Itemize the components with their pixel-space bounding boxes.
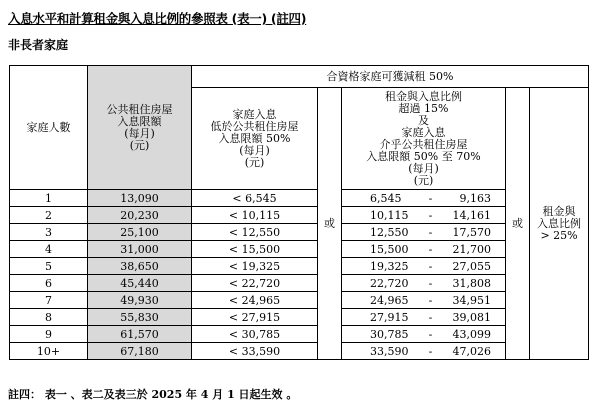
rent-ratio-line: 入息比例 xyxy=(537,216,582,230)
income-below-cell: < 12,550 xyxy=(192,224,318,241)
header-income-below-line: (每月) xyxy=(239,143,270,157)
header-income-limit-line: 入息限額 xyxy=(117,114,162,128)
income-range xyxy=(342,310,505,325)
header-income-limit-line: (元) xyxy=(129,138,150,152)
header-income-between xyxy=(342,88,506,190)
income-range-cell xyxy=(342,326,506,343)
income-range-from: 33,590 xyxy=(370,344,409,358)
header-income-between-line: 入息限額 50% 至 70% xyxy=(366,149,481,163)
income-range-cell xyxy=(342,309,506,326)
income-limit-cell: 20,230 xyxy=(88,207,192,224)
header-income-below-line: (元) xyxy=(244,155,265,169)
income-reference-table xyxy=(9,65,589,360)
header-income-between-line: 介乎公共租住房屋 xyxy=(379,137,468,151)
or-label-right: 或 xyxy=(506,88,530,360)
income-below-cell: < 22,720 xyxy=(192,275,318,292)
household-size-cell: 2 xyxy=(10,207,88,224)
income-range-to: 17,570 xyxy=(452,225,491,239)
range-dash: - xyxy=(428,293,433,307)
header-income-limit-line: (每月) xyxy=(124,126,155,140)
header-rent-reduction-group: 合資格家庭可獲減租 50% xyxy=(192,66,589,88)
table-row xyxy=(10,258,589,275)
income-below-cell: < 24,965 xyxy=(192,292,318,309)
income-range-cell xyxy=(342,190,506,207)
footnote: 註四： 表一 、表二及表三於 2025 年 4 月 1 日起生效 。 xyxy=(8,388,298,401)
income-range-from: 19,325 xyxy=(370,259,409,273)
income-below-cell: < 33,590 xyxy=(192,343,318,360)
household-size-cell: 3 xyxy=(10,224,88,241)
range-dash: - xyxy=(428,310,433,324)
income-range-from: 6,545 xyxy=(370,191,402,205)
income-below-cell: < 27,915 xyxy=(192,309,318,326)
range-dash: - xyxy=(428,259,433,273)
rent-ratio-line: > 25% xyxy=(540,228,578,242)
header-income-below-line: 低於公共租住房屋 xyxy=(210,119,299,133)
table-row xyxy=(10,326,589,343)
income-range-to: 47,026 xyxy=(452,344,491,358)
household-size-cell: 6 xyxy=(10,275,88,292)
table-row xyxy=(10,224,589,241)
income-range-to: 14,161 xyxy=(452,208,491,222)
income-limit-cell: 25,100 xyxy=(88,224,192,241)
income-range-cell xyxy=(342,241,506,258)
header-income-between-line: 超過 15% xyxy=(398,101,449,115)
income-limit-cell: 55,830 xyxy=(88,309,192,326)
income-range-from: 12,550 xyxy=(370,225,409,239)
income-range xyxy=(342,327,505,342)
income-range-from: 22,720 xyxy=(370,276,409,290)
income-range-from: 10,115 xyxy=(370,208,409,222)
income-limit-cell: 49,930 xyxy=(88,292,192,309)
income-range xyxy=(342,259,505,274)
household-size-cell: 4 xyxy=(10,241,88,258)
income-limit-cell: 38,650 xyxy=(88,258,192,275)
income-range-cell xyxy=(342,224,506,241)
income-limit-cell: 45,440 xyxy=(88,275,192,292)
income-range-to: 39,081 xyxy=(452,310,491,324)
income-range xyxy=(342,276,505,291)
range-dash: - xyxy=(428,191,433,205)
range-dash: - xyxy=(428,225,433,239)
income-below-cell: < 19,325 xyxy=(192,258,318,275)
income-range xyxy=(342,293,505,308)
header-income-between-line: (每月) xyxy=(408,161,439,175)
income-limit-cell: 61,570 xyxy=(88,326,192,343)
table-row xyxy=(10,309,589,326)
household-size-cell: 5 xyxy=(10,258,88,275)
income-range xyxy=(342,208,505,223)
income-range-from: 15,500 xyxy=(370,242,409,256)
header-income-below-line: 入息限額 50% xyxy=(218,131,291,145)
income-below-cell: < 10,115 xyxy=(192,207,318,224)
range-dash: - xyxy=(428,344,433,358)
income-limit-cell: 67,180 xyxy=(88,343,192,360)
range-dash: - xyxy=(428,208,433,222)
header-income-between-line: (元) xyxy=(413,173,434,187)
header-income-limit xyxy=(88,66,192,190)
header-income-between-line: 及 xyxy=(418,113,429,127)
table-row xyxy=(10,241,589,258)
income-below-cell: < 6,545 xyxy=(192,190,318,207)
range-dash: - xyxy=(428,242,433,256)
income-range-cell xyxy=(342,258,506,275)
table-row xyxy=(10,190,589,207)
section-subtitle: 非長者家庭 xyxy=(8,38,69,52)
income-range-to: 34,951 xyxy=(452,293,491,307)
income-range-cell xyxy=(342,292,506,309)
table-row xyxy=(10,292,589,309)
income-range-to: 31,808 xyxy=(452,276,491,290)
income-range-from: 24,965 xyxy=(370,293,409,307)
income-range-from: 27,915 xyxy=(370,310,409,324)
household-size-cell: 1 xyxy=(10,190,88,207)
household-size-cell: 8 xyxy=(10,309,88,326)
household-size-cell: 9 xyxy=(10,326,88,343)
table-row xyxy=(10,343,589,360)
table-row xyxy=(10,275,589,292)
income-range xyxy=(342,242,505,257)
range-dash: - xyxy=(428,276,433,290)
income-below-cell: < 30,785 xyxy=(192,326,318,343)
income-range xyxy=(342,191,505,206)
household-size-cell: 10+ xyxy=(10,343,88,360)
header-income-between-line: 租金與入息比例 xyxy=(385,89,462,103)
income-limit-cell: 31,000 xyxy=(88,241,192,258)
page-title: 入息水平和計算租金與入息比例的參照表 (表一) (註四) xyxy=(8,11,307,26)
income-range-cell xyxy=(342,275,506,292)
income-range-from: 30,785 xyxy=(370,327,409,341)
income-range-cell xyxy=(342,343,506,360)
income-limit-cell: 13,090 xyxy=(88,190,192,207)
header-income-between-line: 家庭入息 xyxy=(401,125,446,139)
income-range-to: 27,055 xyxy=(452,259,491,273)
income-range-to: 9,163 xyxy=(459,191,491,205)
range-dash: - xyxy=(428,327,433,341)
income-range xyxy=(342,225,505,240)
header-household-size: 家庭人數 xyxy=(10,66,88,190)
header-income-below xyxy=(192,88,318,190)
income-range-to: 21,700 xyxy=(452,242,491,256)
rent-ratio-line: 租金與 xyxy=(542,204,576,218)
or-label-left: 或 xyxy=(318,88,342,360)
income-range-cell xyxy=(342,207,506,224)
income-range-to: 43,099 xyxy=(452,327,491,341)
header-income-below-line: 家庭入息 xyxy=(232,107,277,121)
header-income-limit-line: 公共租住房屋 xyxy=(106,102,173,116)
income-range xyxy=(342,344,505,359)
household-size-cell: 7 xyxy=(10,292,88,309)
rent-ratio-cell xyxy=(530,88,589,360)
table-row xyxy=(10,207,589,224)
income-below-cell: < 15,500 xyxy=(192,241,318,258)
